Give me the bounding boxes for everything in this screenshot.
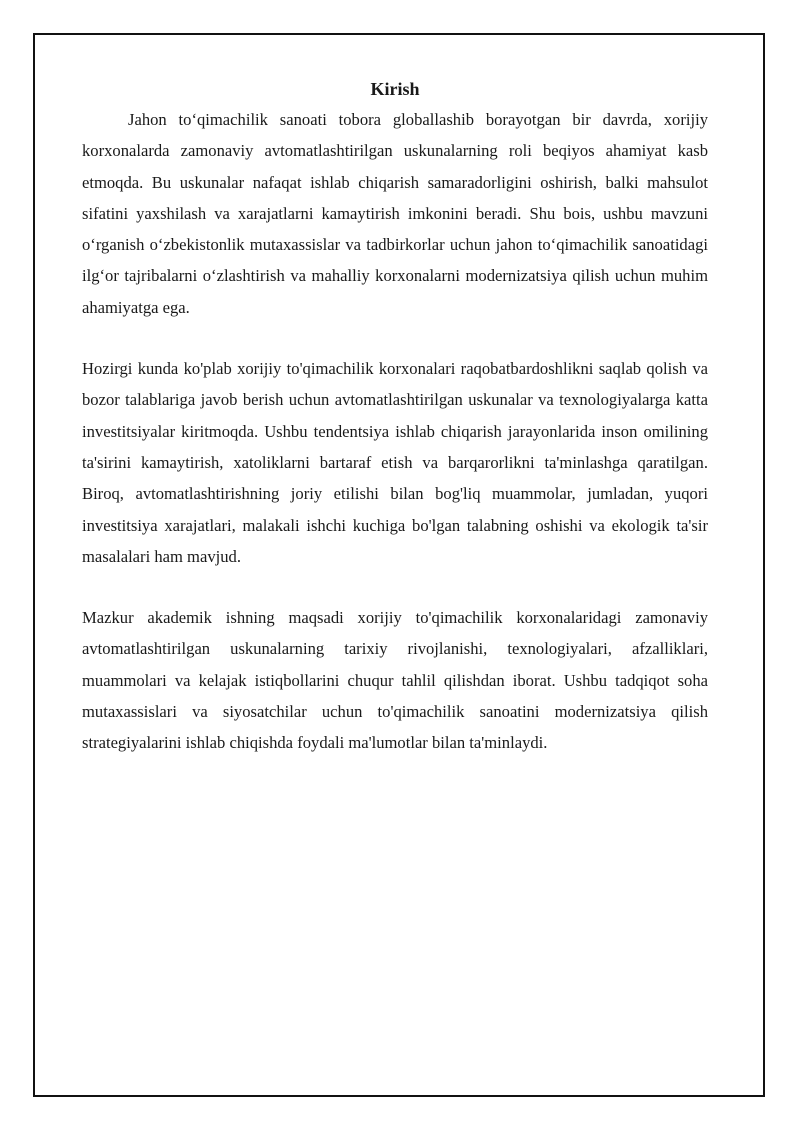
paragraph-aim: Mazkur akademik ishning maqsadi xorijiy to'qimachilik korxonalaridagi zamonaviy avtomatlashtirilgan uskunalarning tarixiy rivojlanishi, texnologiyalari, afzalliklari, muammolari va kelajak istiqbollarini chuqur tahlil qilishdan iborat. Ushbu tadqiqot soha mutaxassislari va siyosatchilar uchun to'qimachilik sanoatini modernizatsiya qilish strategiyalarini ishlab chiqishda foydali ma'lumotlar bilan ta'minlaydi. [82,608,708,753]
page-title: Kirish [370,79,420,99]
paragraph-current-state: Hozirgi kunda ko'plab xorijiy to'qimachilik korxonalari raqobatbardoshlikni saqlab qolish va bozor talablariga javob berish uchun avtomatlashtirilgan uskunalar va texnologiyalarga katta investitsiyalar kiritmoqda. Ushbu tendentsiya ishlab chiqarish jarayonlarida inson omilining ta'sirini kamaytirish, xatoliklarni bartaraf etish va barqarorlikni ta'minlashga qaratilgan. Biroq, avtomatlashtirishning joriy etilishi bilan bog'liq muammolar, jumladan, yuqori investitsiya xarajatlari, malakali ishchi kuchiga bo'lgan talabning oshishi va ekologik ta'sir masalalari ham mavjud. [82,359,708,566]
document-body [82,40,708,759]
paragraph-intro: Jahon to‘qimachilik sanoati tobora globallashib borayotgan bir davrda, xorijiy korxonalarda zamonaviy avtomatlashtirilgan uskunalarning roli beqiyos ahamiyat kasb etmoqda. Bu uskunalar nafaqat ishlab chiqarish samaradorligini oshirish, balki mahsulot sifatini yaxshilash va xarajatlarni kamaytirish imkonini beradi. Shu bois, ushbu mavzuni o‘rganish o‘zbekistonlik mutaxassislar va tadbirkorlar uchun jahon to‘qimachilik sanoatidagi ilg‘or tajribalarni o‘zlashtirish va mahalliy korxonalarni modernizatsiya qilish uchun muhim ahamiyatga ega. [82,110,708,317]
